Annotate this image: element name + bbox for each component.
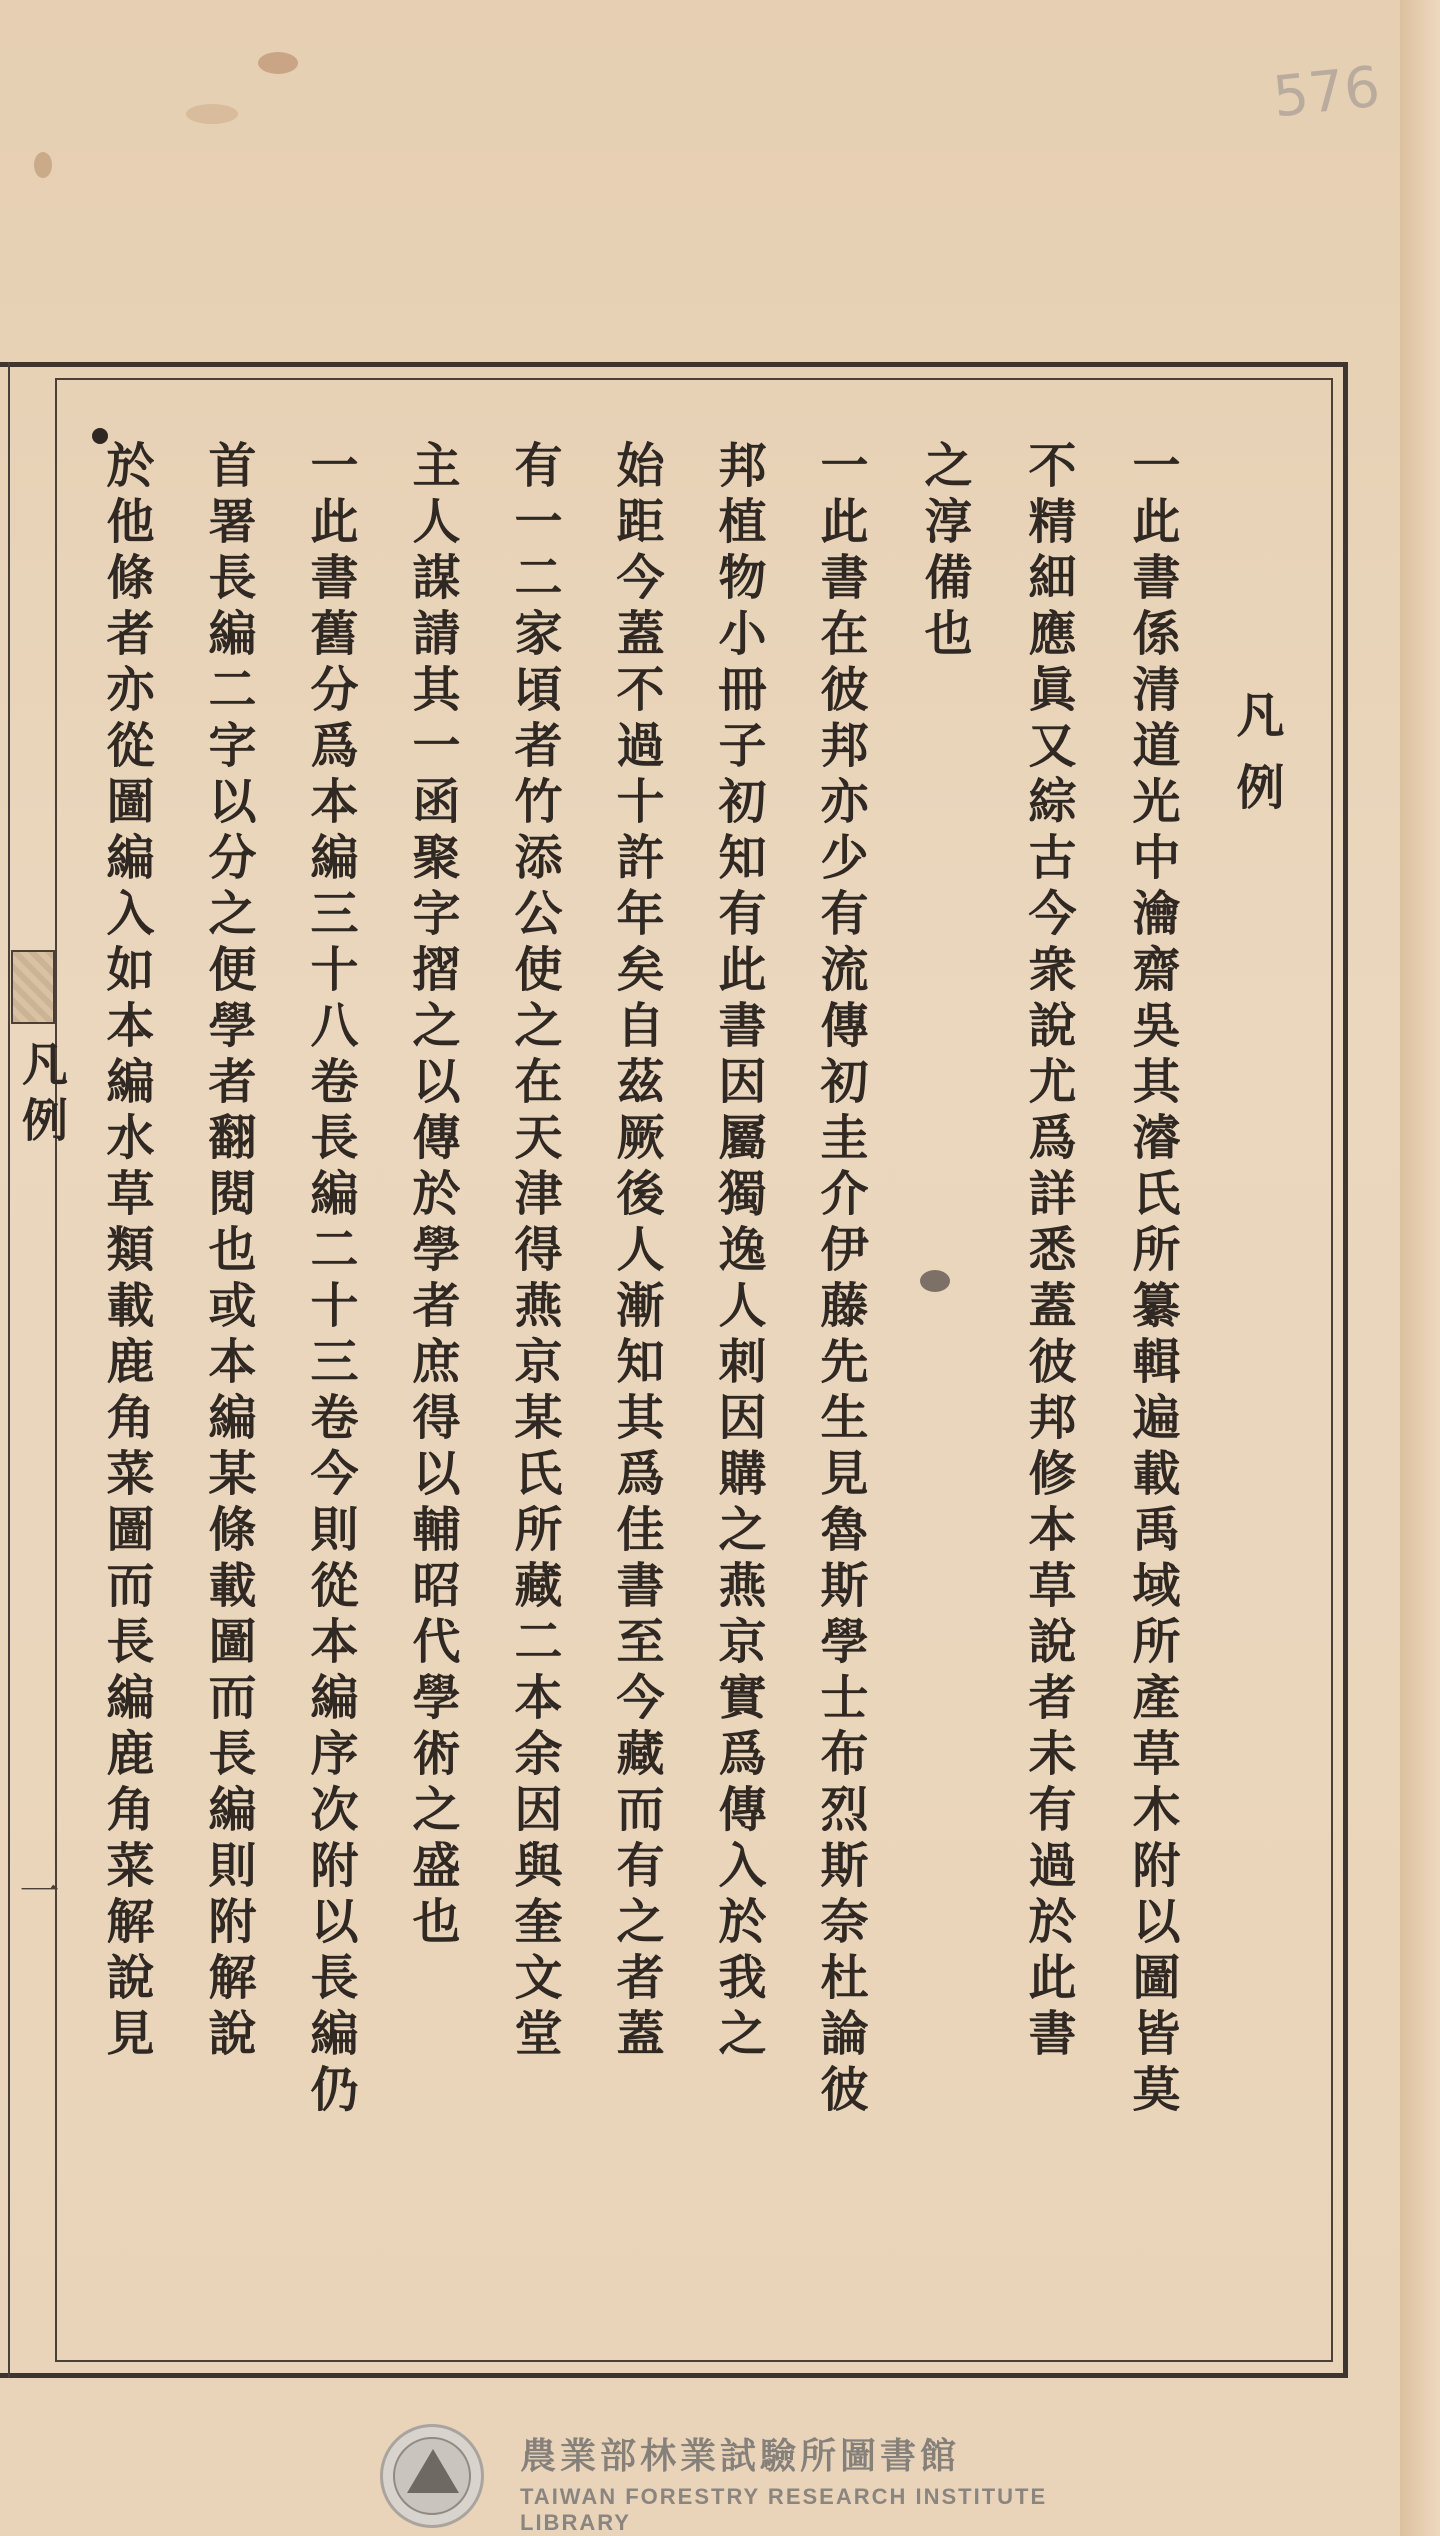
text-column: 一此書係清道光中瀹齋吳其濬氏所纂輯遍載禹域所產草木附以圖皆莫 xyxy=(1124,440,1180,2120)
text-column: 於他條者亦從圖編入如本編水草類載鹿角菜圖而長編鹿角菜解說見 xyxy=(98,440,154,2064)
margin-label: 凡例 xyxy=(15,1040,69,1152)
text-column: 一此書在彼邦亦少有流傳初圭介伊藤先生見魯斯學士布烈斯奈杜論彼 xyxy=(812,440,868,2120)
text-column: 不精細應眞又綜古今衆說尤爲詳悉蓋彼邦修本草說者未有過於此書 xyxy=(1020,440,1076,2064)
stain xyxy=(186,104,238,124)
text-column: 有一二家頃者竹添公使之在天津得燕京某氏所藏二本余因與奎文堂 xyxy=(506,440,562,2064)
seal-emblem xyxy=(407,2449,459,2493)
page-number: 一 xyxy=(13,1870,59,1910)
fish-tail-mark xyxy=(11,950,55,1024)
margin-gutter xyxy=(5,950,67,1270)
text-column: 之淳備也 xyxy=(916,440,972,664)
library-seal-icon xyxy=(380,2424,484,2528)
library-name-en: TAIWAN FORESTRY RESEARCH INSTITUTE LIBRARY xyxy=(520,2484,1048,2535)
text-column: 始距今蓋不過十許年矣自茲厥後人漸知其爲佳書至今藏而有之者蓋 xyxy=(608,440,664,2064)
text-column: 一此書舊分爲本編三十八卷長編二十三卷今則從本編序次附以長編仍 xyxy=(302,440,358,2120)
page-edge xyxy=(1400,0,1440,2536)
text-column: 首署長編二字以分之便學者翻閱也或本編某條載圖而長編則附解說 xyxy=(200,440,256,2064)
left-border xyxy=(0,362,10,2378)
library-watermark xyxy=(380,2418,1140,2535)
library-name-zh: 農業部林業試驗所圖書館 xyxy=(520,2436,961,2477)
pencil-annotation: 576 xyxy=(1270,54,1384,131)
section-heading: 凡例 xyxy=(1228,690,1284,834)
stain xyxy=(34,152,52,178)
stain xyxy=(258,52,298,74)
text-column: 邦植物小冊子初知有此書因屬獨逸人刺因購之燕京實爲傳入於我之 xyxy=(710,440,766,2064)
text-column: 主人謀請其一函聚字摺之以傳於學者庶得以輔昭代學術之盛也 xyxy=(404,440,460,1952)
